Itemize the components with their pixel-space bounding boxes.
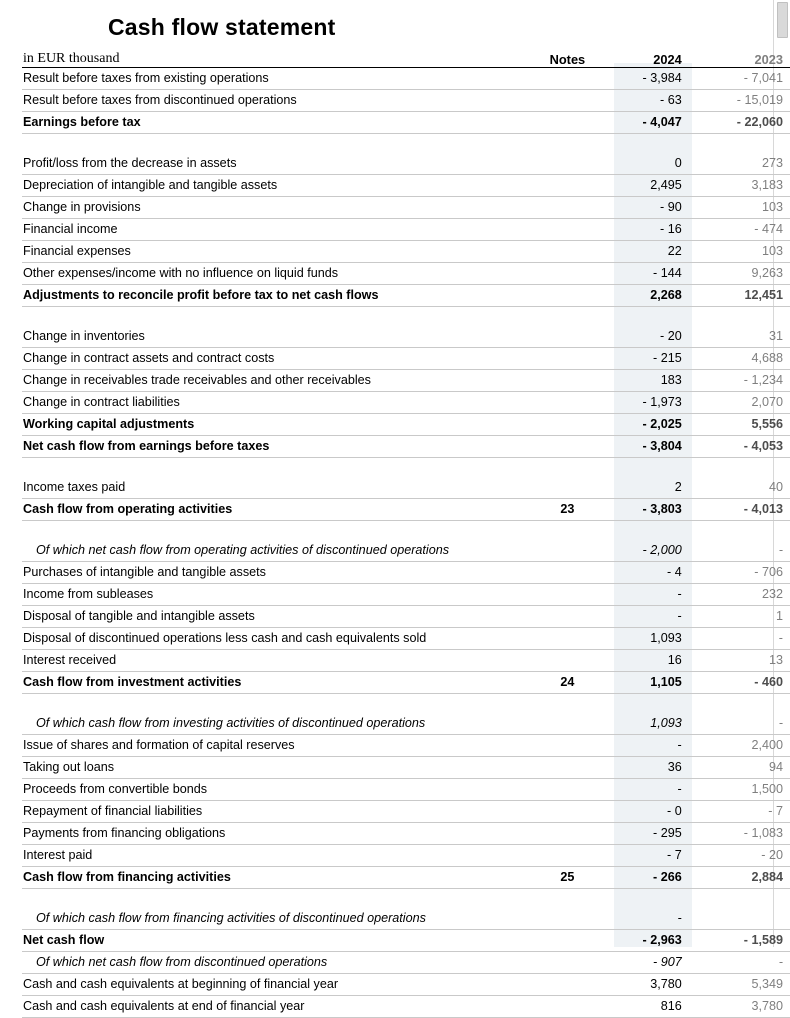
table-row [22,326,790,348]
table-row [22,930,790,952]
row-label: Issue of shares and formation of capital reserves [22,735,523,757]
row-label: Cash flow from investment activities [22,672,523,694]
row-label: Income taxes paid [22,477,523,499]
row-note-reference [523,436,611,458]
row-note-reference [523,845,611,867]
table-row [22,867,790,889]
row-value-2024: - 215 [612,348,690,370]
table-row [22,562,790,584]
column-header-2024: 2024 [612,51,690,68]
table-row [22,414,790,436]
spacer-cell [690,134,790,154]
row-value-2024: 2 [612,477,690,499]
table-row [22,801,790,823]
table-row [22,952,790,974]
row-note-reference [523,175,611,197]
row-value-2024: - 16 [612,219,690,241]
row-value-2024: - 295 [612,823,690,845]
row-value-2023: 5,349 [690,974,790,996]
row-value-2023: 31 [690,326,790,348]
row-value-2024: 1,093 [612,628,690,650]
column-header-notes: Notes [523,51,611,68]
spacer-cell [612,134,690,154]
table-row [22,197,790,219]
row-value-2023: 103 [690,241,790,263]
column-header-2023: 2023 [690,51,790,68]
row-value-2023: - [690,952,790,974]
table-row [22,241,790,263]
table-row [22,436,790,458]
table-row [22,757,790,779]
row-label: Change in contract liabilities [22,392,523,414]
row-value-2023: - [690,628,790,650]
table-spacer-row [22,889,790,909]
row-label: Working capital adjustments [22,414,523,436]
spacer-cell [22,694,523,714]
row-value-2023: - 7,041 [690,68,790,90]
cash-flow-table [22,51,790,1018]
row-note-reference [523,628,611,650]
row-label: Purchases of intangible and tangible assets [22,562,523,584]
row-note-reference [523,90,611,112]
table-row [22,606,790,628]
row-value-2023: - 460 [690,672,790,694]
row-note-reference [523,823,611,845]
spacer-cell [612,889,690,909]
spacer-cell [690,307,790,327]
row-note-reference [523,584,611,606]
row-value-2024: - 144 [612,263,690,285]
row-value-2024: - [612,779,690,801]
row-value-2024: 183 [612,370,690,392]
row-value-2024: - 90 [612,197,690,219]
row-label: Change in receivables trade receivables and other receivables [22,370,523,392]
table-row [22,499,790,521]
table-row [22,779,790,801]
row-value-2024: - [612,735,690,757]
row-label: Of which cash flow from financing activities of discontinued operations [22,908,523,930]
row-label: Repayment of financial liabilities [22,801,523,823]
spacer-cell [523,134,611,154]
row-value-2024: 22 [612,241,690,263]
row-label: Proceeds from convertible bonds [22,779,523,801]
row-value-2024: - 4 [612,562,690,584]
row-label: Profit/loss from the decrease in assets [22,153,523,175]
row-note-reference [523,68,611,90]
row-value-2024: - 20 [612,326,690,348]
row-label: Of which net cash flow from discontinued operations [22,952,523,974]
row-value-2023: 2,400 [690,735,790,757]
row-value-2023: 40 [690,477,790,499]
table-row [22,735,790,757]
spacer-cell [690,694,790,714]
row-label: Change in provisions [22,197,523,219]
row-note-reference [523,285,611,307]
row-label: Result before taxes from existing operations [22,68,523,90]
row-value-2023: - 706 [690,562,790,584]
spacer-cell [523,458,611,478]
row-value-2023: 94 [690,757,790,779]
spacer-cell [22,889,523,909]
row-note-reference [523,930,611,952]
spacer-cell [612,694,690,714]
table-body [22,68,790,1018]
table-row [22,672,790,694]
row-value-2024: 0 [612,153,690,175]
spacer-cell [523,889,611,909]
row-value-2024: 3,780 [612,974,690,996]
row-label: Disposal of discontinued operations less cash and cash equivalents sold [22,628,523,650]
row-value-2023: - 1,083 [690,823,790,845]
row-note-reference [523,606,611,628]
row-value-2023: 2,070 [690,392,790,414]
row-value-2023: 2,884 [690,867,790,889]
row-note-reference [523,908,611,930]
row-note-reference [523,477,611,499]
row-value-2024: 1,105 [612,672,690,694]
row-note-reference [523,392,611,414]
table-row [22,908,790,930]
row-value-2023: 1 [690,606,790,628]
row-label: Income from subleases [22,584,523,606]
row-note-reference [523,996,611,1018]
spacer-cell [523,694,611,714]
table-spacer-row [22,458,790,478]
row-label: Interest paid [22,845,523,867]
row-value-2024: 36 [612,757,690,779]
spacer-cell [690,458,790,478]
row-value-2023: 1,500 [690,779,790,801]
row-label: Adjustments to reconcile profit before tax to net cash flows [22,285,523,307]
row-note-reference [523,779,611,801]
spacer-cell [690,521,790,541]
row-note-reference [523,326,611,348]
row-value-2023: - 20 [690,845,790,867]
spacer-cell [22,521,523,541]
page-title: Cash flow statement [108,14,336,40]
row-note-reference [523,153,611,175]
row-note-reference [523,540,611,562]
row-label: Cash and cash equivalents at beginning of financial year [22,974,523,996]
row-value-2023: 3,183 [690,175,790,197]
spacer-cell [523,521,611,541]
row-label: Result before taxes from discontinued operations [22,90,523,112]
row-label: Financial income [22,219,523,241]
row-label: Change in inventories [22,326,523,348]
row-value-2023: - 4,053 [690,436,790,458]
row-note-reference [523,241,611,263]
spacer-cell [612,307,690,327]
row-note-reference [523,263,611,285]
row-note-reference [523,562,611,584]
row-note-reference [523,219,611,241]
row-value-2024: - [612,606,690,628]
row-label: Earnings before tax [22,112,523,134]
row-label: Financial expenses [22,241,523,263]
row-value-2024: - 0 [612,801,690,823]
row-value-2024: - 3,803 [612,499,690,521]
table-spacer-row [22,134,790,154]
table-row [22,263,790,285]
row-value-2023: 5,556 [690,414,790,436]
row-label: Of which cash flow from investing activities of discontinued operations [22,713,523,735]
table-row [22,392,790,414]
row-value-2024: - 3,984 [612,68,690,90]
table-row [22,845,790,867]
row-value-2023: 9,263 [690,263,790,285]
row-label: Disposal of tangible and intangible assets [22,606,523,628]
table-row [22,348,790,370]
table-row [22,823,790,845]
table-row [22,996,790,1018]
row-label: Net cash flow from earnings before taxes [22,436,523,458]
row-note-reference: 25 [523,867,611,889]
spacer-cell [612,521,690,541]
spacer-cell [690,889,790,909]
table-row [22,90,790,112]
row-note-reference: 24 [523,672,611,694]
spacer-cell [22,458,523,478]
row-note-reference [523,952,611,974]
row-label: Depreciation of intangible and tangible assets [22,175,523,197]
table-row [22,285,790,307]
row-note-reference [523,414,611,436]
row-note-reference [523,801,611,823]
table-row [22,477,790,499]
row-value-2024: 2,495 [612,175,690,197]
row-value-2023: 4,688 [690,348,790,370]
table-spacer-row [22,694,790,714]
table-row [22,68,790,90]
row-label: Other expenses/income with no influence on liquid funds [22,263,523,285]
unit-label: in EUR thousand [22,51,523,68]
row-note-reference [523,650,611,672]
row-value-2024: - 2,963 [612,930,690,952]
row-value-2024: - 63 [612,90,690,112]
row-note-reference: 23 [523,499,611,521]
row-value-2023 [690,908,790,930]
row-label: Payments from financing obligations [22,823,523,845]
row-value-2024: - 907 [612,952,690,974]
row-value-2023: - 15,019 [690,90,790,112]
row-value-2023: 13 [690,650,790,672]
row-note-reference [523,112,611,134]
row-value-2023: 3,780 [690,996,790,1018]
row-value-2023: - 1,589 [690,930,790,952]
row-value-2023: - [690,540,790,562]
spacer-cell [22,307,523,327]
row-value-2024: - 4,047 [612,112,690,134]
table-row [22,370,790,392]
row-label: Of which net cash flow from operating activities of discontinued operations [22,540,523,562]
table-row [22,112,790,134]
row-value-2024: - 1,973 [612,392,690,414]
table-row [22,974,790,996]
table-row [22,219,790,241]
row-value-2024: - [612,584,690,606]
row-value-2024: 1,093 [612,713,690,735]
row-note-reference [523,713,611,735]
row-note-reference [523,348,611,370]
table-row [22,540,790,562]
spacer-cell [523,307,611,327]
table-row [22,584,790,606]
spacer-cell [612,458,690,478]
row-value-2023: - [690,713,790,735]
row-note-reference [523,197,611,219]
row-value-2024: 816 [612,996,690,1018]
table-row [22,153,790,175]
row-note-reference [523,974,611,996]
table-spacer-row [22,521,790,541]
row-label: Taking out loans [22,757,523,779]
row-value-2024: - 266 [612,867,690,889]
row-value-2024: 16 [612,650,690,672]
row-value-2023: 273 [690,153,790,175]
row-value-2024: - 2,025 [612,414,690,436]
row-value-2023: - 4,013 [690,499,790,521]
table-spacer-row [22,307,790,327]
table-row [22,650,790,672]
table-row [22,713,790,735]
row-value-2023: - 1,234 [690,370,790,392]
row-value-2023: - 22,060 [690,112,790,134]
scrollbar-thumb[interactable] [777,2,788,38]
table-row [22,628,790,650]
row-value-2024: - 7 [612,845,690,867]
row-value-2023: 232 [690,584,790,606]
table-header-row [22,51,790,68]
row-label: Cash flow from operating activities [22,499,523,521]
row-label: Change in contract assets and contract costs [22,348,523,370]
row-label: Cash and cash equivalents at end of financial year [22,996,523,1018]
row-value-2023: - 7 [690,801,790,823]
row-value-2023: 103 [690,197,790,219]
row-label: Net cash flow [22,930,523,952]
row-note-reference [523,735,611,757]
row-value-2023: - 474 [690,219,790,241]
row-note-reference [523,370,611,392]
table-row [22,175,790,197]
row-value-2024: - 2,000 [612,540,690,562]
row-label: Cash flow from financing activities [22,867,523,889]
row-value-2024: 2,268 [612,285,690,307]
row-value-2024: - 3,804 [612,436,690,458]
spacer-cell [22,134,523,154]
row-value-2023: 12,451 [690,285,790,307]
row-value-2024: - [612,908,690,930]
row-label: Interest received [22,650,523,672]
row-note-reference [523,757,611,779]
